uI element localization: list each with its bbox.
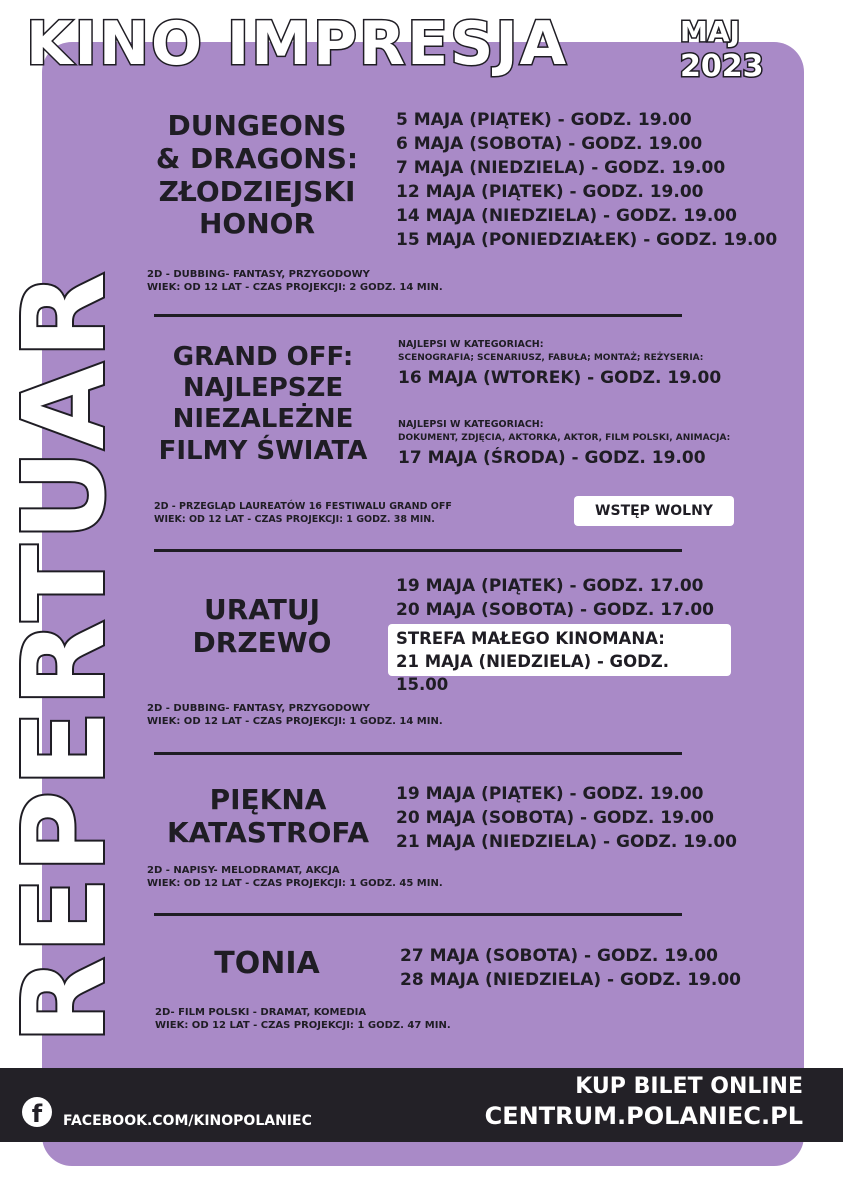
film-format: 2D - PRZEGLĄD LAUREATÓW 16 FESTIWALU GRAND OFF bbox=[154, 501, 452, 512]
film-age-duration: WIEK: OD 12 LAT - CZAS PROJEKCJI: 1 GODZ. 14 MIN. bbox=[147, 716, 443, 727]
film-title-piekna-katastrofa bbox=[150, 784, 386, 850]
showtime: 14 MAJA (NIEDZIELA) - GODZ. 19.00 bbox=[396, 206, 738, 226]
film-title-line: KATASTROFA bbox=[166, 815, 369, 849]
film-title-line: NAJLEPSZE bbox=[182, 373, 344, 404]
kids-zone-label: STREFA MAŁEGO KINOMANA: bbox=[396, 629, 665, 648]
film-title-line: HONOR bbox=[198, 207, 316, 241]
film-info-grand-off bbox=[154, 500, 452, 526]
category-list: SCENOGRAFIA; SCENARIUSZ, FABUŁA; MONTAŻ; REŻYSERIA: bbox=[398, 353, 704, 363]
category-heading: NAJLEPSI W KATEGORIACH: bbox=[398, 339, 544, 350]
film-age-duration: WIEK: OD 12 LAT - CZAS PROJEKCJI: 1 GODZ. 38 MIN. bbox=[154, 514, 435, 525]
divider bbox=[154, 752, 682, 755]
buy-ticket-label: KUP BILET ONLINE bbox=[575, 1074, 803, 1099]
film-info-piekna-katastrofa bbox=[147, 864, 443, 890]
free-entry-badge: WSTĘP WOLNY bbox=[574, 496, 734, 526]
showtime: 19 MAJA (PIĄTEK) - GODZ. 17.00 bbox=[396, 576, 704, 596]
showtime: 7 MAJA (NIEDZIELA) - GODZ. 19.00 bbox=[396, 158, 726, 178]
film-title-grand-off bbox=[140, 342, 386, 467]
film-title-dungeons bbox=[148, 110, 366, 241]
film-title-line: PIĘKNA bbox=[209, 783, 327, 816]
showtime: 21 MAJA (NIEDZIELA) - GODZ. 15.00 bbox=[396, 652, 670, 694]
month-label: MAJ bbox=[680, 15, 740, 48]
website-link[interactable]: CENTRUM.POLANIEC.PL bbox=[484, 1102, 803, 1130]
film-title-line: ZŁODZIEJSKI bbox=[158, 174, 356, 208]
showtimes-tonia bbox=[400, 944, 741, 992]
cinema-title: KINO IMPRESJA bbox=[26, 9, 569, 79]
showtime: 21 MAJA (NIEDZIELA) - GODZ. 19.00 bbox=[396, 832, 738, 852]
film-age-duration: WIEK: OD 12 LAT - CZAS PROJEKCJI: 2 GODZ. 14 MIN. bbox=[147, 282, 443, 293]
film-info-uratuj-drzewo bbox=[147, 702, 443, 728]
film-format: 2D - DUBBING- FANTASY, PRZYGODOWY bbox=[147, 703, 370, 714]
film-title-line: FILMY ŚWIATA bbox=[158, 435, 368, 466]
film-format: 2D - NAPISY- MELODRAMAT, AKCJA bbox=[147, 865, 340, 876]
film-title-line: DRZEWO bbox=[192, 625, 332, 659]
film-title-line: GRAND OFF: bbox=[172, 342, 354, 372]
repertoire-vertical-label: REPERTUAR bbox=[0, 268, 130, 1044]
film-title-line: & DRAGONS: bbox=[155, 141, 359, 175]
film-age-duration: WIEK: OD 12 LAT - CZAS PROJEKCJI: 1 GODZ. 47 MIN. bbox=[155, 1020, 451, 1031]
showtime: 6 MAJA (SOBOTA) - GODZ. 19.00 bbox=[396, 134, 703, 154]
film-format: 2D - DUBBING- FANTASY, PRZYGODOWY bbox=[147, 269, 370, 280]
category-heading: NAJLEPSI W KATEGORIACH: bbox=[398, 419, 544, 430]
year-label: 2023 bbox=[680, 49, 764, 84]
showtime: 19 MAJA (PIĄTEK) - GODZ. 19.00 bbox=[396, 784, 704, 804]
showtimes-piekna-katastrofa bbox=[396, 782, 737, 854]
film-info-tonia bbox=[155, 1006, 451, 1032]
facebook-link[interactable]: FACEBOOK.COM/KINOPOLANIEC bbox=[63, 1113, 312, 1129]
divider bbox=[154, 549, 682, 552]
showtime: 27 MAJA (SOBOTA) - GODZ. 19.00 bbox=[400, 946, 719, 966]
showtime: 28 MAJA (NIEDZIELA) - GODZ. 19.00 bbox=[400, 970, 742, 990]
showtime: 15 MAJA (PONIEDZIAŁEK) - GODZ. 19.00 bbox=[396, 230, 778, 250]
divider bbox=[154, 913, 682, 916]
film-age-duration: WIEK: OD 12 LAT - CZAS PROJEKCJI: 1 GODZ. 45 MIN. bbox=[147, 878, 443, 889]
showtime: 20 MAJA (SOBOTA) - GODZ. 17.00 bbox=[396, 600, 715, 620]
film-title-uratuj-drzewo bbox=[162, 594, 362, 660]
showtimes-dungeons bbox=[396, 108, 777, 252]
film-title-line: URATUJ bbox=[203, 593, 321, 626]
category-list: DOKUMENT, ZDJĘCIA, AKTORKA, AKTOR, FILM POLSKI, ANIMACJA: bbox=[398, 433, 731, 443]
film-info-dungeons bbox=[147, 268, 443, 294]
film-format: 2D- FILM POLSKI - DRAMAT, KOMEDIA bbox=[155, 1007, 367, 1018]
showtime: 20 MAJA (SOBOTA) - GODZ. 19.00 bbox=[396, 808, 715, 828]
showtime: 16 MAJA (WTOREK) - GODZ. 19.00 bbox=[398, 368, 722, 388]
film-title-line: TONIA bbox=[214, 946, 320, 981]
kids-zone-box bbox=[388, 624, 731, 694]
film-title-tonia bbox=[180, 946, 354, 981]
film-title-line: NIEZALEŻNE bbox=[172, 404, 354, 435]
showtime: 12 MAJA (PIĄTEK) - GODZ. 19.00 bbox=[396, 182, 704, 202]
showtime: 17 MAJA (ŚRODA) - GODZ. 19.00 bbox=[398, 448, 706, 468]
film-title-line: DUNGEONS bbox=[167, 109, 347, 142]
facebook-icon: f bbox=[22, 1097, 52, 1127]
showtimes-uratuj-drzewo bbox=[396, 574, 714, 622]
divider bbox=[154, 314, 682, 317]
showtime: 5 MAJA (PIĄTEK) - GODZ. 19.00 bbox=[396, 110, 692, 130]
